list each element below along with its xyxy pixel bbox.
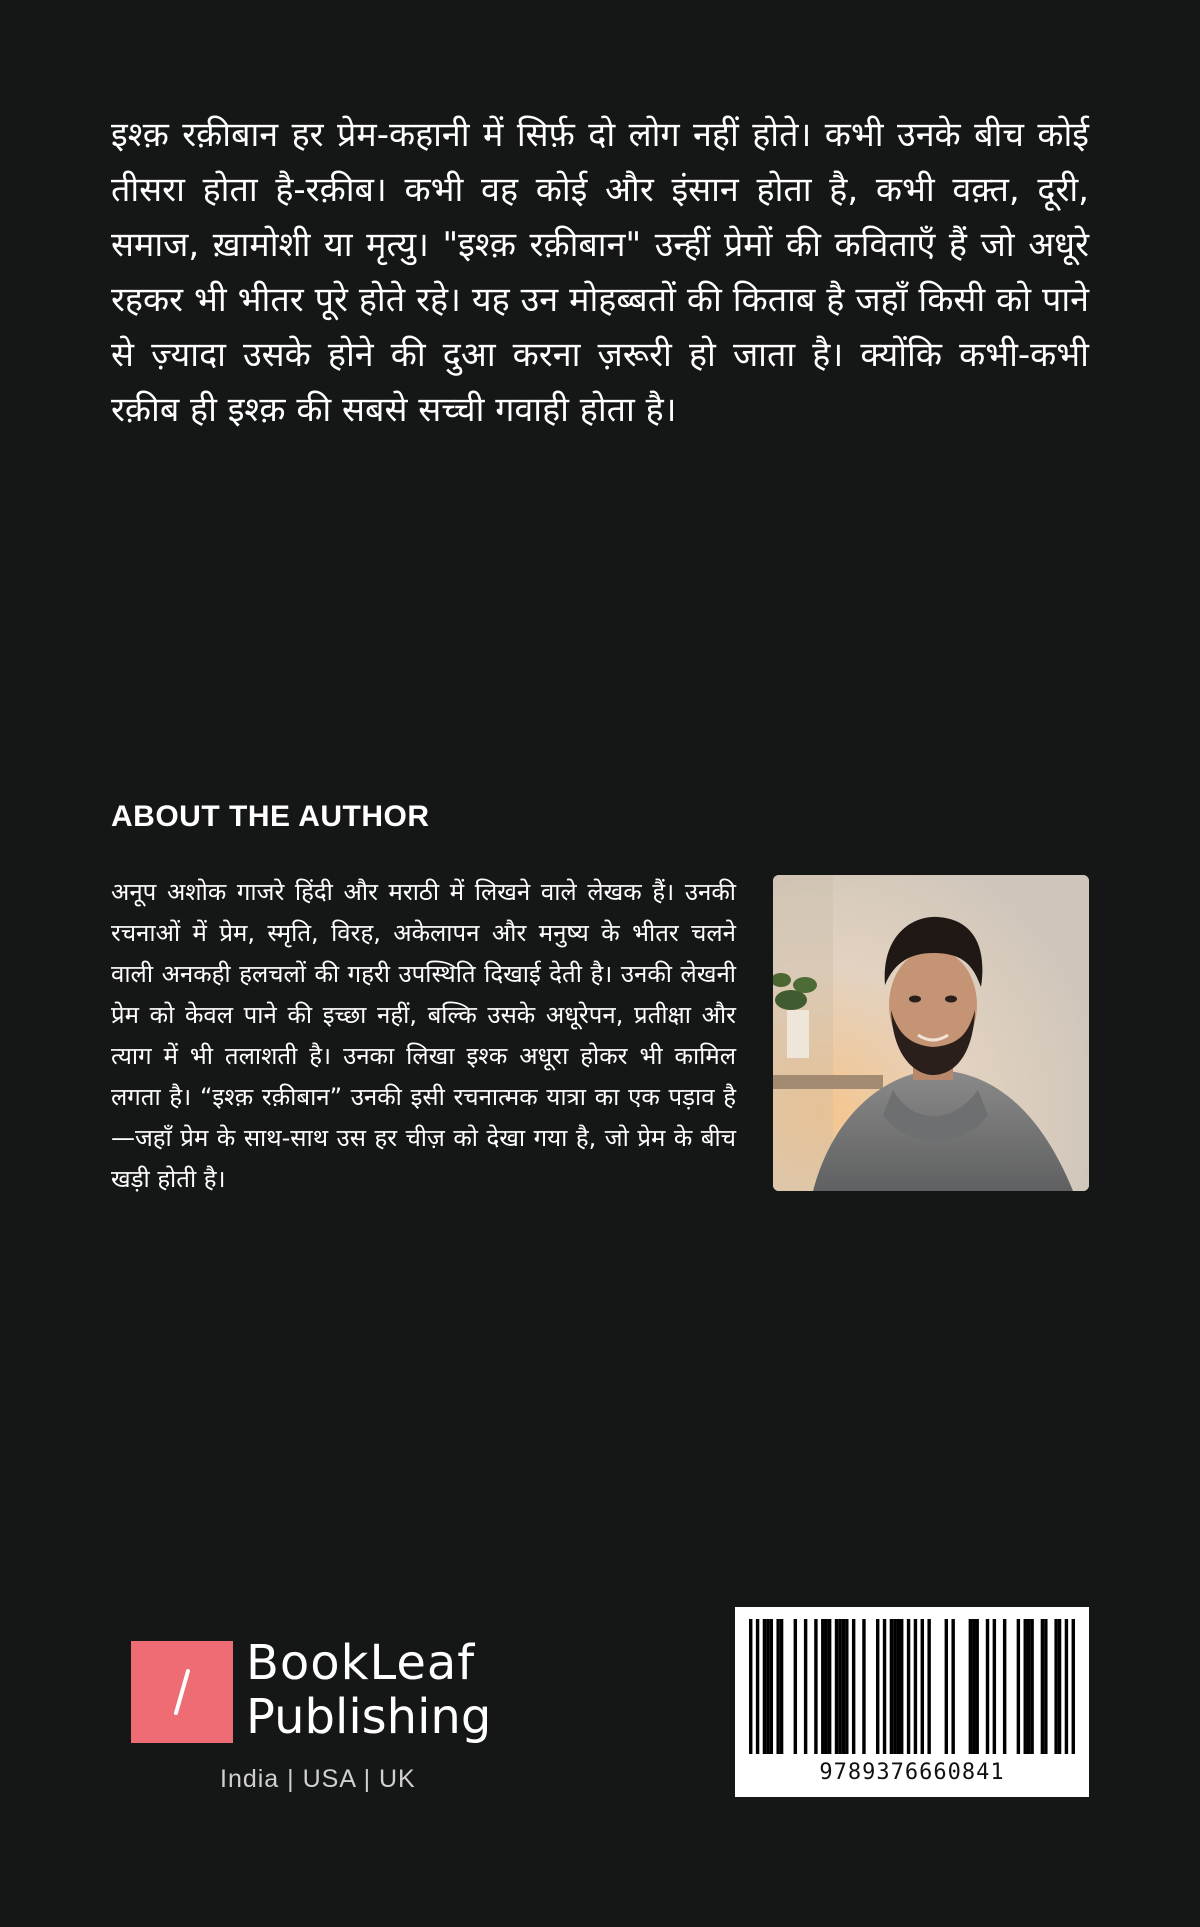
barcode-bar bbox=[1044, 1619, 1047, 1754]
barcode-bar bbox=[1058, 1619, 1061, 1754]
barcode-bar bbox=[838, 1619, 841, 1754]
barcode-bar bbox=[914, 1619, 917, 1754]
barcode-bar bbox=[890, 1619, 893, 1754]
barcode-bar bbox=[900, 1619, 903, 1754]
barcode-bar bbox=[845, 1619, 848, 1754]
barcode-bar bbox=[1054, 1619, 1057, 1754]
barcode-bars bbox=[749, 1619, 1075, 1754]
publisher-regions: India | USA | UK bbox=[220, 1765, 416, 1793]
barcode-bar bbox=[756, 1619, 759, 1754]
barcode-bar bbox=[766, 1619, 769, 1754]
publisher-name-line1: BookLeaf bbox=[246, 1635, 476, 1691]
barcode-bar bbox=[927, 1619, 930, 1754]
barcode-bar bbox=[972, 1619, 975, 1754]
barcode-bar bbox=[883, 1619, 886, 1754]
isbn-barcode bbox=[735, 1607, 1089, 1797]
barcode-bar bbox=[969, 1619, 972, 1754]
barcode-bar bbox=[986, 1619, 989, 1754]
barcode-bar bbox=[945, 1619, 948, 1754]
barcode-bar bbox=[842, 1619, 845, 1754]
barcode-bar bbox=[814, 1619, 817, 1754]
slash-square-logo-icon bbox=[131, 1641, 233, 1743]
barcode-bar bbox=[828, 1619, 831, 1754]
barcode-bar bbox=[1017, 1619, 1020, 1754]
barcode-bar bbox=[1027, 1619, 1030, 1754]
barcode-bar bbox=[749, 1619, 752, 1754]
back-cover-blurb: इश्क़ रक़ीबान हर प्रेम-कहानी में सिर्फ़ दो लोग नहीं होते। कभी उनके बीच कोई तीसरा होता है-रक़ीब। कभी वह कोई और इंसान होता है, कभी वक़्त, दूरी, समाज, ख़ामोशी या मृत्यु। "इश्क़ रक़ीबान" उन्हीं प्रेमों की कविताएँ हैं जो अधूरे रहकर भी भीतर पूरे होते रहे। यह उन मोहब्बतों की किताब है जहाँ किसी को पाने से ज़्यादा उसके होने की दुआ करना ज़रूरी हो जाता है। क्योंकि कभी-कभी रक़ीब ही इश्क़ की सबसे सच्ची गवाही होता है। bbox=[111, 115, 1089, 430]
barcode-bar bbox=[1003, 1619, 1006, 1754]
barcode-bar bbox=[794, 1619, 797, 1754]
barcode-bar bbox=[804, 1619, 807, 1754]
barcode-bar bbox=[821, 1619, 824, 1754]
author-bio: अनूप अशोक गाजरे हिंदी और मराठी में लिखने वाले लेखक हैं। उनकी रचनाओं में प्रेम, स्मृति, विरह, अकेलापन और मनुष्य के भीतर चलने वाली अनकही हलचलों की गहरी उपस्थिति दिखाई देती है। उनकी लेखनी प्रेम को केवल पाने की इच्छा नहीं, बल्कि उसके अधूरेपन, प्रतीक्षा और त्याग में भी तलाशती है। उनका लिखा इश्क अधूरा होकर भी कामिल लगता है। “इश्क़ रक़ीबान” उनकी इसी रचनात्मक यात्रा का एक पड़ाव है—जहाँ प्रेम के साथ-साथ उस हर चीज़ को देखा गया है, जो प्रेम के बीच खड़ी होती है। bbox=[111, 878, 736, 1193]
barcode-bar bbox=[951, 1619, 954, 1754]
barcode-bar bbox=[1041, 1619, 1044, 1754]
barcode-bar bbox=[824, 1619, 827, 1754]
barcode-bar bbox=[893, 1619, 896, 1754]
barcode-bar bbox=[1072, 1619, 1075, 1754]
barcode-bar bbox=[921, 1619, 924, 1754]
barcode-bar bbox=[862, 1619, 865, 1754]
barcode-bar bbox=[1024, 1619, 1027, 1754]
barcode-bar bbox=[1030, 1619, 1033, 1754]
barcode-bar bbox=[780, 1619, 783, 1754]
about-author-heading: ABOUT THE AUTHOR bbox=[111, 800, 430, 833]
publisher-name-line2: Publishing bbox=[246, 1689, 492, 1745]
publisher-logo bbox=[131, 1635, 511, 1811]
barcode-bar bbox=[770, 1619, 773, 1754]
barcode-bar bbox=[907, 1619, 910, 1754]
barcode-bar bbox=[776, 1619, 779, 1754]
barcode-bar bbox=[993, 1619, 996, 1754]
author-photo bbox=[773, 875, 1089, 1191]
barcode-bar bbox=[835, 1619, 838, 1754]
barcode-bar bbox=[876, 1619, 879, 1754]
isbn-number: 9789376660841 bbox=[819, 1760, 1005, 1785]
barcode-bar bbox=[852, 1619, 855, 1754]
barcode-bar bbox=[763, 1619, 766, 1754]
barcode-bar bbox=[975, 1619, 978, 1754]
barcode-bar bbox=[1065, 1619, 1068, 1754]
barcode-bar bbox=[897, 1619, 900, 1754]
